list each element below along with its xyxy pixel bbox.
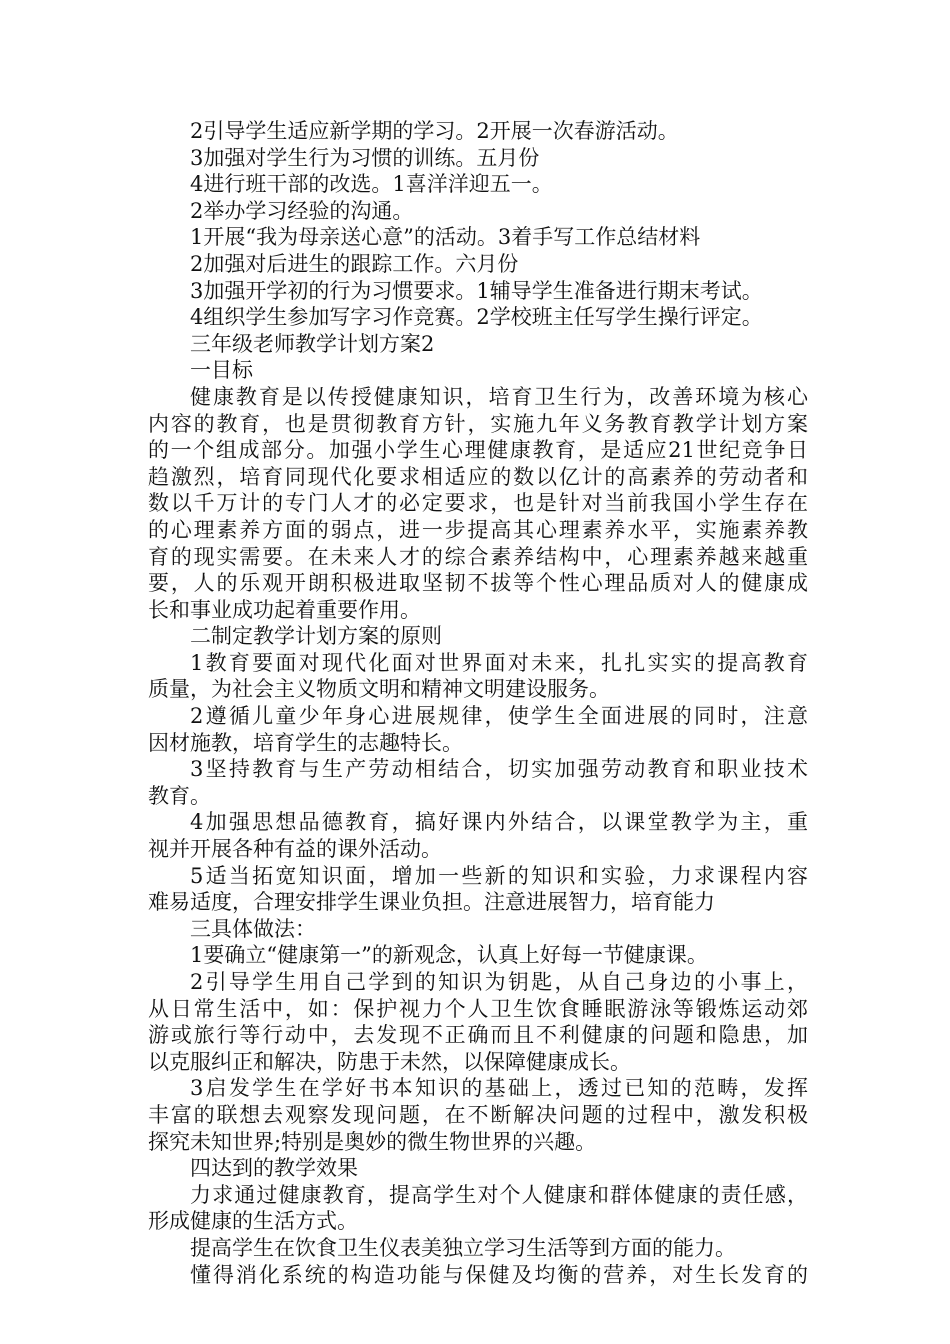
document-page [148, 118, 808, 1288]
text-line: 3坚持教育与生产劳动相结合，切实加强劳动教育和职业技术 [190, 757, 808, 782]
text-line: 因材施教，培育学生的志趣特长。 [148, 730, 463, 755]
text-line: 2举办学习经验的沟通。 [190, 198, 414, 223]
text-line: 3加强开学初的行为习惯要求。1辅导学生准备进行期末考试。 [190, 278, 763, 303]
text-line: 的一个组成部分。加强小学生心理健康教育，是适应21世纪竞争日 [148, 438, 808, 463]
text-line: 力求通过健康教育，提高学生对个人健康和群体健康的责任感， [190, 1182, 808, 1207]
text-line: 趋激烈，培育同现代化要求相适应的数以亿计的高素养的劳动者和 [148, 464, 808, 489]
text-line: 二制定教学计划方案的原则 [190, 624, 442, 649]
text-line: 难易适度，合理安排学生课业负担。注意进展智力，培育能力 [148, 890, 715, 915]
text-line: 4进行班干部的改选。1喜洋洋迎五一。 [190, 172, 553, 197]
text-line: 长和事业成功起着重要作用。 [148, 597, 421, 622]
text-line: 以克服纠正和解决，防患于未然，以保障健康成长。 [148, 1049, 631, 1074]
text-line: 数以千万计的专门人才的必定要求，也是针对当前我国小学生存在 [148, 491, 808, 516]
text-line: 质量，为社会主义物质文明和精神文明建设服务。 [148, 677, 610, 702]
text-line: 游或旅行等行动中，去发现不正确而且不利健康的问题和隐患，加 [148, 1023, 808, 1048]
text-line: 视并开展各种有益的课外活动。 [148, 837, 442, 862]
text-line: 1要确立“健康第一”的新观念，认真上好每一节健康课。 [190, 943, 708, 968]
text-line: 从日常生活中，如：保护视力个人卫生饮食睡眠游泳等锻炼运动郊 [148, 996, 808, 1021]
text-line: 4加强思想品德教育，搞好课内外结合，以课堂教学为主，重 [190, 810, 808, 835]
text-line: 2引导学生用自己学到的知识为钥匙，从自己身边的小事上， [190, 970, 808, 994]
text-line: 育的现实需要。在未来人才的综合素养结构中，心理素养越来越重 [148, 544, 808, 569]
text-line: 的心理素养方面的弱点，进一步提高其心理素养水平，实施素养教 [148, 517, 808, 542]
text-line: 1教育要面对现代化面对世界面对未来，扎扎实实的提高教育 [190, 650, 808, 675]
text-line: 三具体做法： [190, 916, 316, 941]
text-line: 形成健康的生活方式。 [148, 1209, 358, 1234]
text-line: 2遵循儿童少年身心进展规律，使学生全面进展的同时，注意 [190, 704, 808, 729]
text-line: 探究未知世界;特别是奥妙的微生物世界的兴趣。 [148, 1129, 597, 1154]
text-line: 4组织学生参加写字习作竞赛。2学校班主任写学生操行评定。 [190, 305, 763, 330]
text-line: 2引导学生适应新学期的学习。2开展一次春游活动。 [190, 119, 679, 143]
text-line: 懂得消化系统的构造功能与保健及均衡的营养，对生长发育的 [190, 1262, 808, 1287]
text-line: 提高学生在饮食卫生仪表美独立学习生活等到方面的能力。 [190, 1235, 736, 1260]
text-line: 健康教育是以传授健康知识，培育卫生行为，改善环境为核心 [190, 384, 808, 409]
text-line: 丰富的联想去观察发现问题，在不断解决问题的过程中，激发积极 [148, 1102, 808, 1127]
text-line: 四达到的教学效果 [190, 1156, 358, 1181]
text-line: 3加强对学生行为习惯的训练。五月份 [190, 145, 540, 170]
text-line: 2加强对后进生的跟踪工作。六月份 [190, 251, 519, 276]
text-line: 5适当拓宽知识面，增加一些新的知识和实验，力求课程内容 [190, 863, 808, 888]
text-line: 内容的教育，也是贯彻教育方针，实施九年义务教育教学计划方案 [148, 411, 808, 436]
text-line: 1开展“我为母亲送心意”的活动。3着手写工作总结材料 [190, 225, 701, 250]
text-line: 一目标 [190, 358, 253, 383]
text-line: 要，人的乐观开朗积极进取坚韧不拔等个性心理品质对人的健康成 [148, 571, 808, 596]
text-line: 三年级老师教学计划方案2 [190, 331, 435, 356]
text-line: 教育。 [148, 783, 211, 808]
text-line: 3启发学生在学好书本知识的基础上，透过已知的范畴，发挥 [190, 1076, 808, 1101]
